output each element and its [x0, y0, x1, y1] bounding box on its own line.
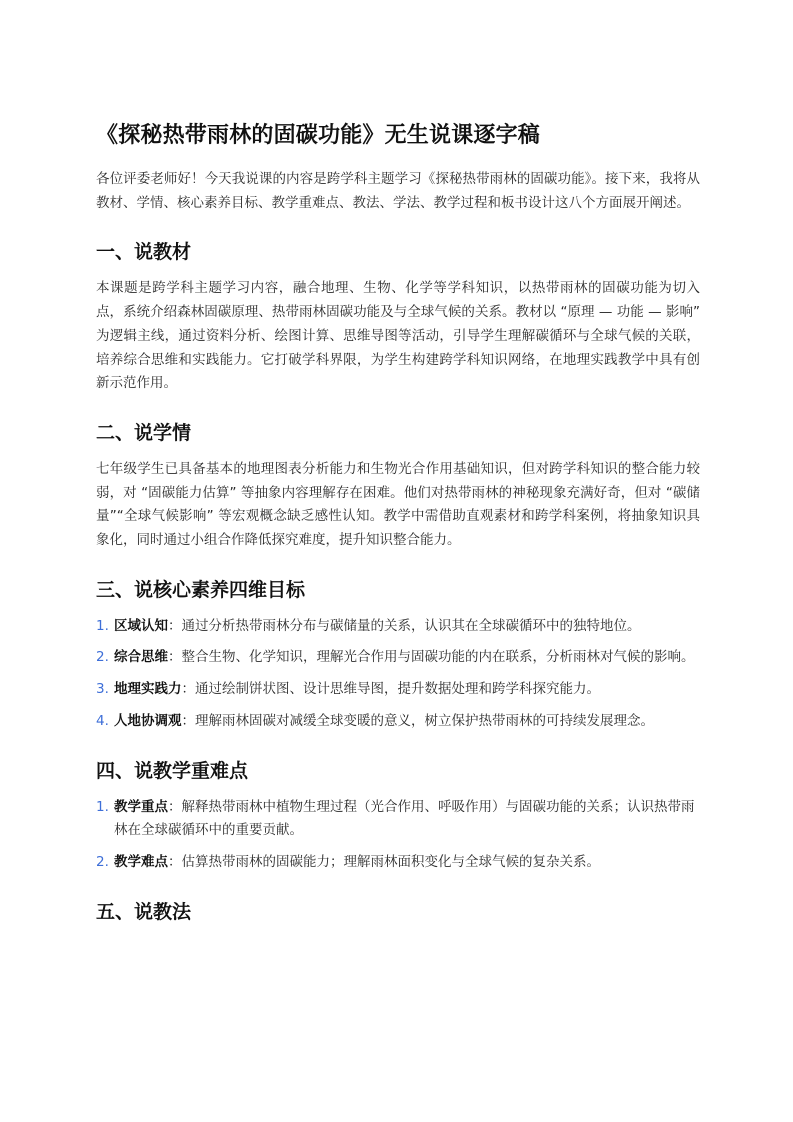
list-number: 4.	[96, 712, 109, 729]
list-text: 估算热带雨林的固碳能力；理解雨林面积变化与全球气候的复杂关系。	[181, 853, 600, 870]
list-text: 理解雨林固碳对减缓全球变暖的意义，树立保护热带雨林的可持续发展理念。	[195, 712, 654, 729]
list-term: 区域认知	[114, 617, 168, 634]
section-heading-keypoints: 四、说教学重难点	[96, 759, 249, 782]
list-number: 1.	[96, 617, 109, 634]
document-page	[96, 118, 700, 937]
list-text: 通过绘制饼状图、设计思维导图，提升数据处理和跨学科探究能力。	[195, 681, 600, 698]
section-heading-textbook: 一、说教材	[96, 241, 192, 264]
section-heading-methods: 五、说教法	[96, 900, 192, 923]
list-term: 教学难点	[114, 853, 168, 870]
list-text: 通过分析热带雨林分布与碳储量的关系，认识其在全球碳循环中的独特地位。	[181, 617, 641, 634]
list-number: 3.	[96, 681, 109, 698]
goals-list	[96, 615, 700, 734]
document-title: 《探秘热带雨林的固碳功能》无生说课逐字稿	[96, 123, 541, 148]
list-separator: ：	[181, 712, 195, 729]
list-separator: ：	[168, 798, 182, 815]
list-separator: ：	[181, 681, 195, 698]
list-item	[96, 710, 700, 734]
list-number: 2.	[96, 853, 109, 870]
list-term: 地理实践力	[114, 681, 182, 698]
list-separator: ：	[168, 853, 182, 870]
intro-paragraph: 各位评委老师好！今天我说课的内容是跨学科主题学习《探秘热带雨林的固碳功能》。接下来，我将从教材、学情、核心素养目标、教学重难点、教法、学法、教学过程和板书设计这八个方面展开阐述。	[96, 171, 700, 211]
list-term: 教学重点	[114, 798, 168, 815]
list-item	[96, 646, 700, 670]
list-item	[96, 678, 700, 702]
list-item	[96, 851, 700, 875]
list-separator: ：	[168, 617, 182, 634]
list-text: 解释热带雨林中植物生理过程（光合作用、呼吸作用）与固碳功能的关系；认识热带雨林在全球碳循环中的重要贡献。	[114, 798, 695, 839]
keypoints-list	[96, 796, 700, 875]
list-separator: ：	[168, 649, 182, 666]
list-item	[96, 615, 700, 639]
students-paragraph: 七年级学生已具备基本的地理图表分析能力和生物光合作用基础知识，但对跨学科知识的整合能力较弱，对 “固碳能力估算” 等抽象内容理解存在困难。他们对热带雨林的神秘现象充满好奇，但对 “碳储量”“全球气候影响” 等宏观概念缺乏感性认知。教学中需借助直观素材和跨学科案例，将抽象知识具象化，同时通过小组合作降低探究难度，提升知识整合能力。	[96, 460, 700, 549]
textbook-paragraph: 本课题是跨学科主题学习内容，融合地理、生物、化学等学科知识，以热带雨林的固碳功能为切入点，系统介绍森林固碳原理、热带雨林固碳功能及与全球气候的关系。教材以 “原理 — 功能 — 影响” 为逻辑主线，通过资料分析、绘图计算、思维导图等活动，引导学生理解碳循环与全球气候的关联，培养综合思维和实践能力。它打破学科界限，为学生构建跨学科知识网络，在地理实践教学中具有创新示范作用。	[96, 280, 700, 392]
list-text: 整合生物、化学知识，理解光合作用与固碳功能的内在联系，分析雨林对气候的影响。	[181, 649, 695, 666]
section-heading-goals: 三、说核心素养四维目标	[96, 578, 306, 601]
list-number: 2.	[96, 649, 109, 666]
list-number: 1.	[96, 798, 109, 815]
list-term: 人地协调观	[114, 712, 182, 729]
list-term: 综合思维	[114, 649, 168, 666]
section-heading-students: 二、说学情	[96, 421, 192, 444]
list-item	[96, 796, 700, 843]
